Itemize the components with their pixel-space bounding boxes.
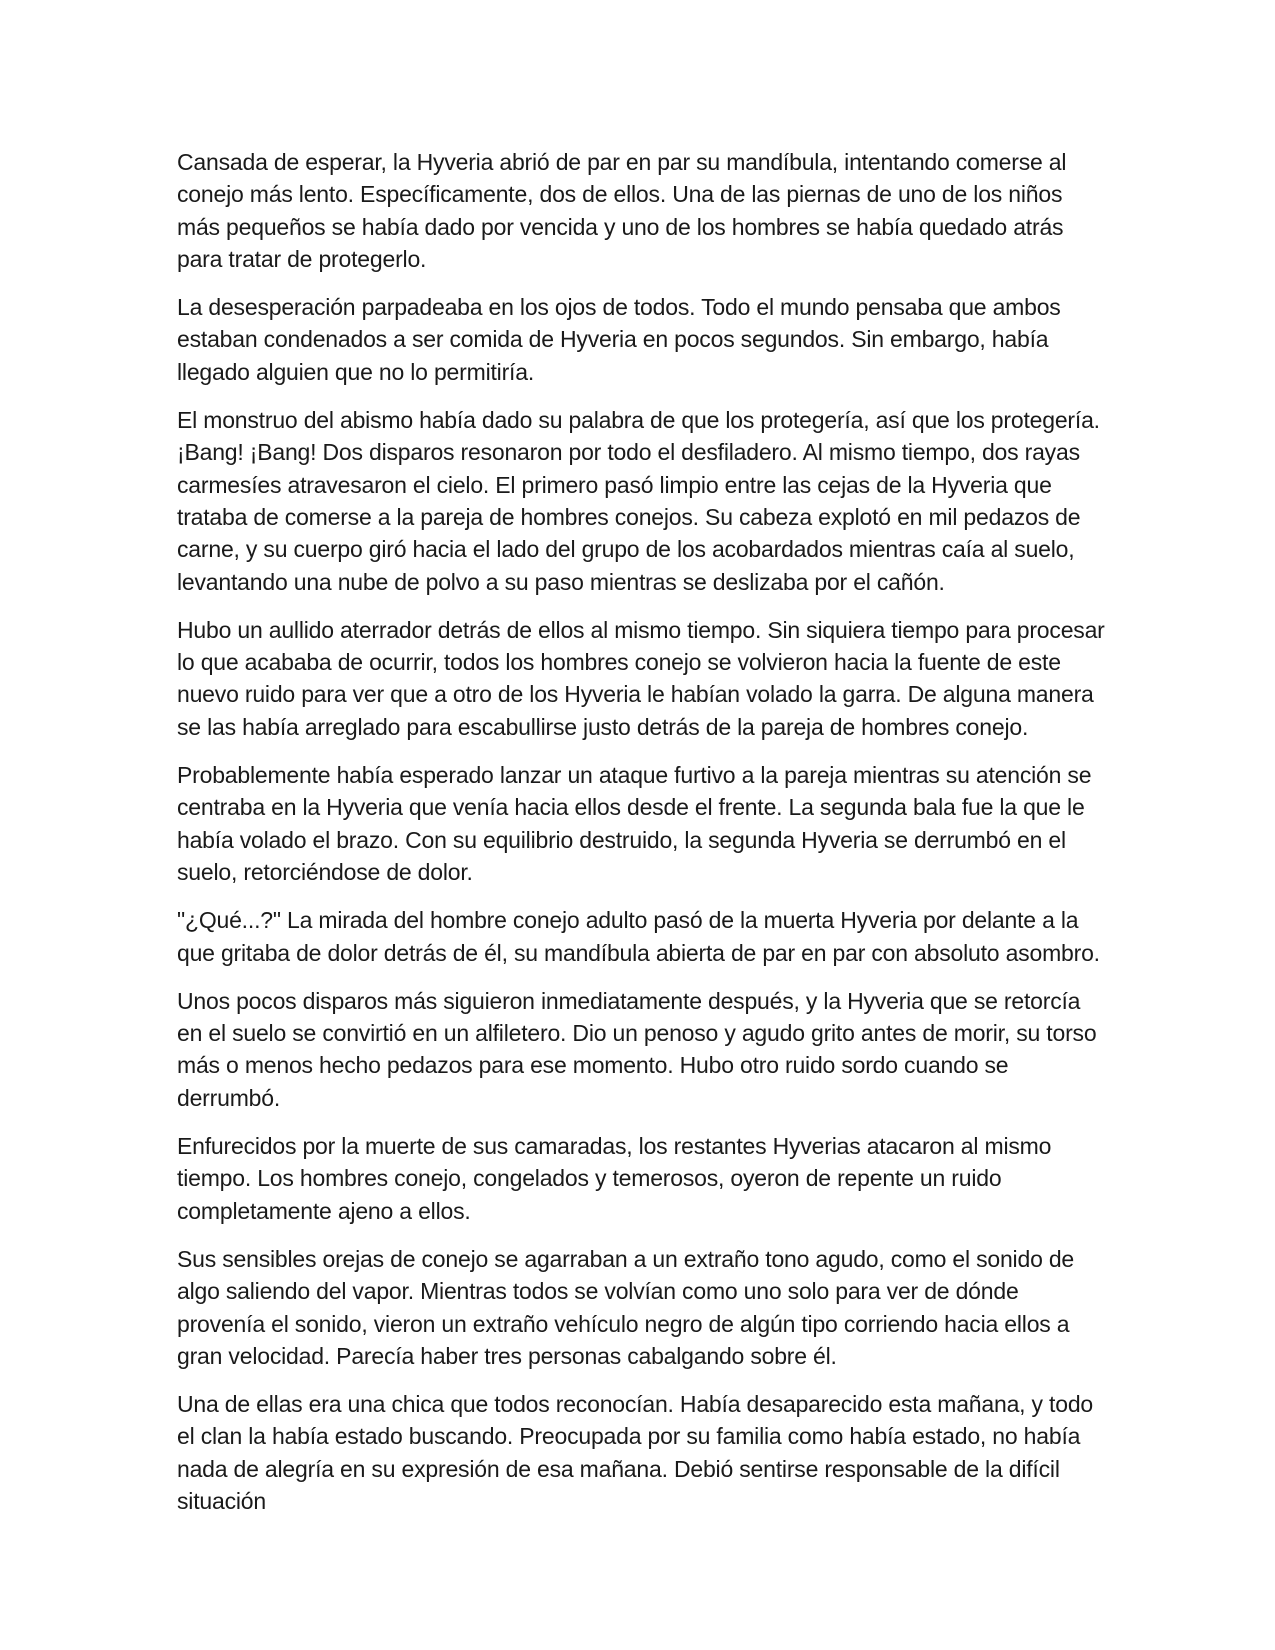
paragraph-10: Una de ellas era una chica que todos reconocían. Había desaparecido esta mañana, y todo el clan la había estado buscando. Preocupada por su familia como había estado, no había nada de alegría en su expresión de esa mañana. Debió sentirse responsable de la difícil situación — [177, 1391, 1093, 1514]
paragraph-1: Cansada de esperar, la Hyveria abrió de par en par su mandíbula, intentando comerse al conejo más lento. Específicamente, dos de ellos. Una de las piernas de uno de los niños más pequeños se había dado por vencida y uno de los hombres se había quedado atrás para tratar de protegerlo. — [177, 149, 1067, 272]
paragraph-6: "¿Qué...?" La mirada del hombre conejo adulto pasó de la muerta Hyveria por delante a la que gritaba de dolor detrás de él, su mandíbula abierta de par en par con absoluto asombro. — [177, 907, 1100, 966]
paragraph-8: Enfurecidos por la muerte de sus camaradas, los restantes Hyverias atacaron al mismo tiempo. Los hombres conejo, congelados y temerosos, oyeron de repente un ruido completamente ajeno a ellos. — [177, 1133, 1052, 1224]
paragraph-3: El monstruo del abismo había dado su palabra de que los protegería, así que los protegería. ¡Bang! ¡Bang! Dos disparos resonaron por todo el desfiladero. Al mismo tiempo, dos rayas carmesíes atravesaron el cielo. El primero pasó limpio entre las cejas de la Hyveria que trataba de comerse a la pareja de hombres conejos. Su cabeza explotó en mil pedazos de carne, y su cuerpo giró hacia el lado del grupo de los acobardados mientras caía al suelo, levantando una nube de polvo a su paso mientras se deslizaba por el cañón. — [177, 407, 1100, 595]
paragraph-4: Hubo un aullido aterrador detrás de ellos al mismo tiempo. Sin siquiera tiempo para procesar lo que acababa de ocurrir, todos los hombres conejo se volvieron hacia la fuente de este nuevo ruido para ver que a otro de los Hyveria le habían volado la garra. De alguna manera se las había arreglado para escabullirse justo detrás de la pareja de hombres conejo. — [177, 616, 1105, 740]
paragraph-9: Sus sensibles orejas de conejo se agarraban a un extraño tono agudo, como el sonido de algo saliendo del vapor. Mientras todos se volvían como uno solo para ver de dónde provenía el sonido, vieron un extraño vehículo negro de algún tipo corriendo hacia ellos a gran velocidad. Parecía haber tres personas cabalgando sobre él. — [177, 1245, 1075, 1369]
paragraph-7: Unos pocos disparos más siguieron inmediatamente después, y la Hyveria que se retorcía en el suelo se convirtió en un alfiletero. Dio un penoso y agudo grito antes de morir, su torso más o menos hecho pedazos para ese momento. Hubo otro ruido sordo cuando se derrumbó. — [177, 987, 1097, 1111]
paragraph-5: Probablemente había esperado lanzar un ataque furtivo a la pareja mientras su atención se centraba en la Hyveria que venía hacia ellos desde el frente. La segunda bala fue la que le había volado el brazo. Con su equilibrio destruido, la segunda Hyveria se derrumbó en el suelo, retorciéndose de dolor. — [177, 762, 1092, 885]
document-body — [177, 146, 1107, 1533]
paragraph-2: La desesperación parpadeaba en los ojos de todos. Todo el mundo pensaba que ambos estaban condenados a ser comida de Hyveria en pocos segundos. Sin embargo, había llegado alguien que no lo permitiría. — [177, 294, 1061, 385]
